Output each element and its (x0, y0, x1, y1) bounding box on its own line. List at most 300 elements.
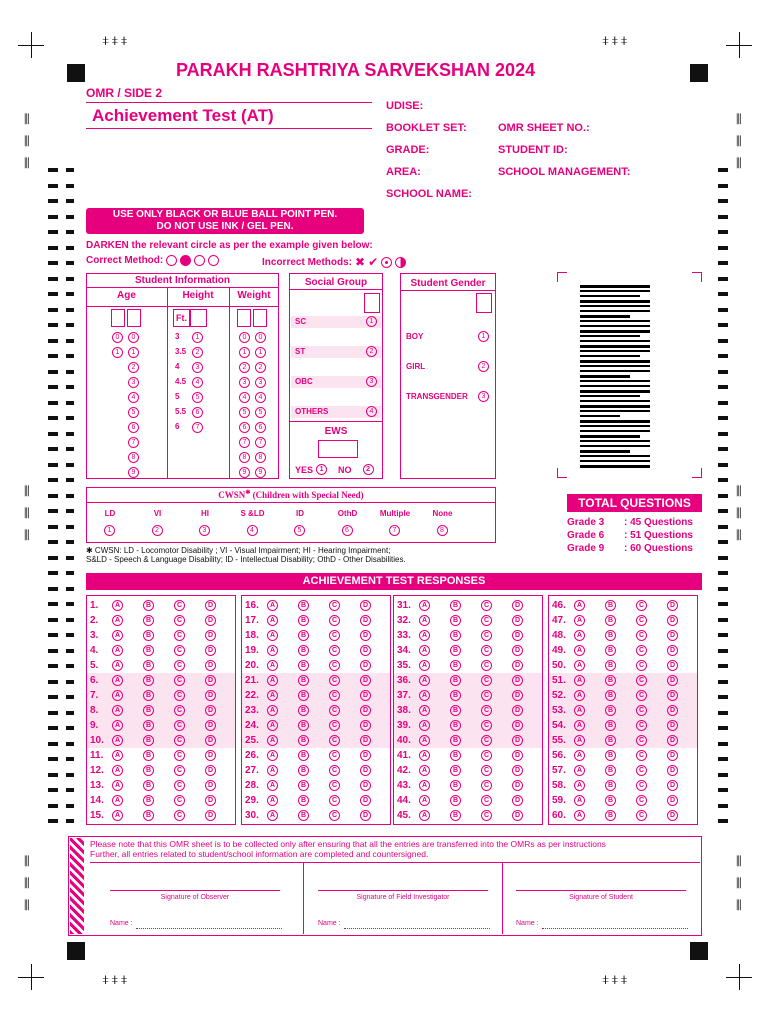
answer-bubble[interactable]: D (667, 600, 678, 611)
weight-bubble[interactable]: 1 (255, 347, 266, 358)
answer-bubble[interactable]: B (450, 645, 461, 656)
cwsn-bubble[interactable]: 8 (437, 525, 448, 536)
answer-bubble[interactable]: D (667, 690, 678, 701)
weight-bubble[interactable]: 5 (255, 407, 266, 418)
answer-bubble[interactable]: C (174, 720, 185, 731)
answer-bubble[interactable]: D (360, 795, 371, 806)
answer-bubble[interactable]: A (112, 810, 123, 821)
answer-bubble[interactable]: D (360, 765, 371, 776)
answer-bubble[interactable]: D (360, 705, 371, 716)
answer-bubble[interactable]: A (267, 705, 278, 716)
weight-bubble[interactable]: 1 (239, 347, 250, 358)
answer-bubble[interactable]: A (267, 615, 278, 626)
answer-bubble[interactable]: D (667, 750, 678, 761)
answer-bubble[interactable]: C (329, 690, 340, 701)
answer-bubble[interactable]: D (512, 780, 523, 791)
answer-bubble[interactable]: B (143, 795, 154, 806)
answer-bubble[interactable]: C (636, 660, 647, 671)
answer-bubble[interactable]: C (636, 810, 647, 821)
answer-bubble[interactable]: C (174, 660, 185, 671)
answer-bubble[interactable]: B (450, 735, 461, 746)
answer-bubble[interactable]: C (481, 720, 492, 731)
answer-bubble[interactable]: D (512, 795, 523, 806)
weight-bubble[interactable]: 6 (239, 422, 250, 433)
answer-bubble[interactable]: D (667, 735, 678, 746)
answer-bubble[interactable]: A (267, 600, 278, 611)
answer-bubble[interactable]: A (267, 645, 278, 656)
answer-bubble[interactable]: B (450, 705, 461, 716)
answer-bubble[interactable]: B (143, 720, 154, 731)
answer-bubble[interactable]: C (481, 765, 492, 776)
age-bubble[interactable]: 0 (112, 332, 123, 343)
answer-bubble[interactable]: B (298, 780, 309, 791)
cwsn-bubble[interactable]: 2 (152, 525, 163, 536)
answer-bubble[interactable]: D (667, 780, 678, 791)
answer-bubble[interactable]: C (174, 645, 185, 656)
answer-bubble[interactable]: C (329, 810, 340, 821)
answer-bubble[interactable]: C (329, 615, 340, 626)
answer-bubble[interactable]: A (419, 720, 430, 731)
answer-bubble[interactable]: C (636, 765, 647, 776)
weight-bubble[interactable]: 9 (255, 467, 266, 478)
gender-bubble[interactable]: 3 (478, 391, 489, 402)
answer-bubble[interactable]: C (481, 750, 492, 761)
answer-bubble[interactable]: D (360, 615, 371, 626)
answer-bubble[interactable]: B (298, 750, 309, 761)
answer-bubble[interactable]: B (605, 630, 616, 641)
answer-bubble[interactable]: A (112, 705, 123, 716)
answer-bubble[interactable]: A (267, 630, 278, 641)
weight-bubble[interactable]: 2 (255, 362, 266, 373)
answer-bubble[interactable]: B (605, 660, 616, 671)
answer-bubble[interactable]: A (267, 810, 278, 821)
answer-bubble[interactable]: A (112, 660, 123, 671)
answer-bubble[interactable]: B (450, 675, 461, 686)
answer-bubble[interactable]: A (112, 765, 123, 776)
answer-bubble[interactable]: C (481, 660, 492, 671)
answer-bubble[interactable]: C (174, 765, 185, 776)
answer-bubble[interactable]: D (667, 645, 678, 656)
answer-bubble[interactable]: A (419, 705, 430, 716)
answer-bubble[interactable]: D (512, 705, 523, 716)
weight-bubble[interactable]: 0 (239, 332, 250, 343)
answer-bubble[interactable]: A (267, 720, 278, 731)
answer-bubble[interactable]: A (419, 795, 430, 806)
answer-bubble[interactable]: C (329, 630, 340, 641)
answer-bubble[interactable]: A (267, 750, 278, 761)
answer-bubble[interactable]: A (574, 795, 585, 806)
answer-bubble[interactable]: C (636, 780, 647, 791)
answer-bubble[interactable]: B (605, 600, 616, 611)
answer-bubble[interactable]: B (605, 690, 616, 701)
answer-bubble[interactable]: A (112, 750, 123, 761)
answer-bubble[interactable]: D (360, 750, 371, 761)
age-bubble[interactable]: 5 (128, 407, 139, 418)
weight-bubble[interactable]: 7 (255, 437, 266, 448)
answer-bubble[interactable]: D (205, 720, 216, 731)
answer-bubble[interactable]: C (174, 780, 185, 791)
answer-bubble[interactable]: B (605, 675, 616, 686)
answer-bubble[interactable]: C (481, 600, 492, 611)
age-bubble[interactable]: 4 (128, 392, 139, 403)
answer-bubble[interactable]: B (298, 660, 309, 671)
social-group-box[interactable] (364, 293, 380, 313)
answer-bubble[interactable]: B (298, 630, 309, 641)
answer-bubble[interactable]: C (481, 735, 492, 746)
age-bubble[interactable]: 7 (128, 437, 139, 448)
answer-bubble[interactable]: B (143, 705, 154, 716)
answer-bubble[interactable]: C (329, 720, 340, 731)
answer-bubble[interactable]: B (605, 720, 616, 731)
answer-bubble[interactable]: D (205, 630, 216, 641)
answer-bubble[interactable]: A (419, 765, 430, 776)
answer-bubble[interactable]: C (174, 675, 185, 686)
answer-bubble[interactable]: D (360, 660, 371, 671)
answer-bubble[interactable]: D (667, 615, 678, 626)
answer-bubble[interactable]: C (329, 765, 340, 776)
answer-bubble[interactable]: B (298, 645, 309, 656)
answer-bubble[interactable]: A (112, 600, 123, 611)
answer-bubble[interactable]: C (174, 600, 185, 611)
answer-bubble[interactable]: D (512, 660, 523, 671)
answer-bubble[interactable]: C (174, 630, 185, 641)
answer-bubble[interactable]: D (667, 810, 678, 821)
height-bubble[interactable]: 1 (192, 332, 203, 343)
weight-bubble[interactable]: 4 (239, 392, 250, 403)
answer-bubble[interactable]: C (174, 810, 185, 821)
ews-yes-bubble[interactable]: 1 (316, 464, 327, 475)
answer-bubble[interactable]: A (574, 735, 585, 746)
answer-bubble[interactable]: A (112, 675, 123, 686)
answer-bubble[interactable]: A (267, 780, 278, 791)
answer-bubble[interactable]: C (174, 615, 185, 626)
answer-bubble[interactable]: A (267, 690, 278, 701)
answer-bubble[interactable]: D (205, 615, 216, 626)
answer-bubble[interactable]: A (574, 630, 585, 641)
answer-bubble[interactable]: B (143, 690, 154, 701)
answer-bubble[interactable]: A (419, 810, 430, 821)
answer-bubble[interactable]: B (298, 795, 309, 806)
answer-bubble[interactable]: C (636, 615, 647, 626)
answer-bubble[interactable]: D (667, 660, 678, 671)
weight-bubble[interactable]: 3 (255, 377, 266, 388)
age-bubble[interactable]: 3 (128, 377, 139, 388)
answer-bubble[interactable]: B (298, 675, 309, 686)
weight-bubble[interactable]: 3 (239, 377, 250, 388)
answer-bubble[interactable]: C (481, 645, 492, 656)
age-digit-box[interactable] (111, 309, 125, 327)
answer-bubble[interactable]: C (636, 720, 647, 731)
answer-bubble[interactable]: A (574, 780, 585, 791)
answer-bubble[interactable]: A (419, 660, 430, 671)
answer-bubble[interactable]: D (205, 750, 216, 761)
weight-bubble[interactable]: 8 (239, 452, 250, 463)
answer-bubble[interactable]: A (112, 690, 123, 701)
answer-bubble[interactable]: C (636, 600, 647, 611)
answer-bubble[interactable]: A (574, 750, 585, 761)
answer-bubble[interactable]: B (450, 765, 461, 776)
answer-bubble[interactable]: A (574, 765, 585, 776)
weight-bubble[interactable]: 4 (255, 392, 266, 403)
answer-bubble[interactable]: A (267, 765, 278, 776)
weight-bubble[interactable]: 9 (239, 467, 250, 478)
answer-bubble[interactable]: A (419, 615, 430, 626)
answer-bubble[interactable]: C (329, 675, 340, 686)
answer-bubble[interactable]: D (205, 810, 216, 821)
answer-bubble[interactable]: D (360, 675, 371, 686)
answer-bubble[interactable]: A (419, 750, 430, 761)
answer-bubble[interactable]: C (329, 705, 340, 716)
answer-bubble[interactable]: B (298, 690, 309, 701)
answer-bubble[interactable]: C (481, 630, 492, 641)
ews-no-bubble[interactable]: 2 (363, 464, 374, 475)
answer-bubble[interactable]: D (512, 630, 523, 641)
answer-bubble[interactable]: C (329, 780, 340, 791)
height-bubble[interactable]: 7 (192, 422, 203, 433)
answer-bubble[interactable]: D (205, 705, 216, 716)
answer-bubble[interactable]: A (112, 630, 123, 641)
answer-bubble[interactable]: C (174, 795, 185, 806)
answer-bubble[interactable]: B (143, 780, 154, 791)
answer-bubble[interactable]: D (360, 780, 371, 791)
answer-bubble[interactable]: C (174, 690, 185, 701)
answer-bubble[interactable]: A (112, 780, 123, 791)
answer-bubble[interactable]: D (205, 645, 216, 656)
answer-bubble[interactable]: B (450, 690, 461, 701)
answer-bubble[interactable]: A (574, 690, 585, 701)
answer-bubble[interactable]: A (112, 735, 123, 746)
answer-bubble[interactable]: B (143, 615, 154, 626)
answer-bubble[interactable]: C (636, 645, 647, 656)
answer-bubble[interactable]: B (450, 780, 461, 791)
weight-digit-box[interactable] (237, 309, 251, 327)
answer-bubble[interactable]: A (419, 645, 430, 656)
weight-bubble[interactable]: 5 (239, 407, 250, 418)
answer-bubble[interactable]: C (329, 735, 340, 746)
answer-bubble[interactable]: A (574, 615, 585, 626)
answer-bubble[interactable]: C (174, 735, 185, 746)
age-bubble[interactable]: 8 (128, 452, 139, 463)
answer-bubble[interactable]: A (419, 600, 430, 611)
answer-bubble[interactable]: D (667, 720, 678, 731)
answer-bubble[interactable]: C (329, 600, 340, 611)
answer-bubble[interactable]: D (512, 615, 523, 626)
answer-bubble[interactable]: C (329, 660, 340, 671)
answer-bubble[interactable]: B (298, 810, 309, 821)
cwsn-bubble[interactable]: 5 (294, 525, 305, 536)
answer-bubble[interactable]: D (667, 705, 678, 716)
answer-bubble[interactable]: D (667, 795, 678, 806)
name-line[interactable] (344, 928, 490, 929)
answer-bubble[interactable]: B (605, 780, 616, 791)
answer-bubble[interactable]: A (419, 630, 430, 641)
answer-bubble[interactable]: C (636, 675, 647, 686)
answer-bubble[interactable]: A (574, 675, 585, 686)
age-bubble[interactable]: 9 (128, 467, 139, 478)
social-group-bubble[interactable]: 2 (366, 346, 377, 357)
answer-bubble[interactable]: A (267, 795, 278, 806)
answer-bubble[interactable]: D (360, 630, 371, 641)
answer-bubble[interactable]: D (667, 675, 678, 686)
answer-bubble[interactable]: D (205, 780, 216, 791)
answer-bubble[interactable]: B (450, 750, 461, 761)
answer-bubble[interactable]: B (143, 735, 154, 746)
answer-bubble[interactable]: D (512, 600, 523, 611)
answer-bubble[interactable]: C (174, 705, 185, 716)
social-group-bubble[interactable]: 4 (366, 406, 377, 417)
answer-bubble[interactable]: B (143, 645, 154, 656)
answer-bubble[interactable]: D (512, 690, 523, 701)
answer-bubble[interactable]: C (636, 795, 647, 806)
answer-bubble[interactable]: D (205, 735, 216, 746)
answer-bubble[interactable]: B (450, 810, 461, 821)
height-bubble[interactable]: 2 (192, 347, 203, 358)
weight-bubble[interactable]: 7 (239, 437, 250, 448)
answer-bubble[interactable]: D (360, 810, 371, 821)
answer-bubble[interactable]: A (267, 735, 278, 746)
cwsn-bubble[interactable]: 1 (104, 525, 115, 536)
answer-bubble[interactable]: D (512, 645, 523, 656)
weight-digit-box[interactable] (253, 309, 267, 327)
answer-bubble[interactable]: C (329, 645, 340, 656)
answer-bubble[interactable]: B (143, 630, 154, 641)
answer-bubble[interactable]: B (450, 660, 461, 671)
answer-bubble[interactable]: B (450, 630, 461, 641)
answer-bubble[interactable]: D (205, 675, 216, 686)
height-bubble[interactable]: 6 (192, 407, 203, 418)
answer-bubble[interactable]: A (574, 645, 585, 656)
answer-bubble[interactable]: C (481, 780, 492, 791)
answer-bubble[interactable]: B (143, 660, 154, 671)
age-bubble[interactable]: 6 (128, 422, 139, 433)
answer-bubble[interactable]: D (512, 675, 523, 686)
answer-bubble[interactable]: D (205, 600, 216, 611)
answer-bubble[interactable]: A (112, 795, 123, 806)
answer-bubble[interactable]: B (605, 615, 616, 626)
social-group-bubble[interactable]: 1 (366, 316, 377, 327)
age-bubble[interactable]: 2 (128, 362, 139, 373)
answer-bubble[interactable]: B (605, 705, 616, 716)
answer-bubble[interactable]: C (481, 705, 492, 716)
answer-bubble[interactable]: D (360, 720, 371, 731)
height-bubble[interactable]: 5 (192, 392, 203, 403)
answer-bubble[interactable]: B (605, 735, 616, 746)
answer-bubble[interactable]: D (512, 750, 523, 761)
answer-bubble[interactable]: A (574, 705, 585, 716)
gender-bubble[interactable]: 1 (478, 331, 489, 342)
answer-bubble[interactable]: B (298, 765, 309, 776)
answer-bubble[interactable]: C (481, 795, 492, 806)
answer-bubble[interactable]: B (298, 705, 309, 716)
answer-bubble[interactable]: C (329, 750, 340, 761)
answer-bubble[interactable]: C (481, 810, 492, 821)
answer-bubble[interactable]: B (450, 615, 461, 626)
gender-box[interactable] (476, 293, 492, 313)
answer-bubble[interactable]: B (143, 750, 154, 761)
age-bubble[interactable]: 0 (128, 332, 139, 343)
answer-bubble[interactable]: B (143, 600, 154, 611)
social-group-bubble[interactable]: 3 (366, 376, 377, 387)
answer-bubble[interactable]: A (419, 690, 430, 701)
answer-bubble[interactable]: B (298, 600, 309, 611)
answer-bubble[interactable]: A (112, 615, 123, 626)
answer-bubble[interactable]: C (481, 615, 492, 626)
answer-bubble[interactable]: B (143, 765, 154, 776)
answer-bubble[interactable]: B (605, 795, 616, 806)
answer-bubble[interactable]: A (267, 660, 278, 671)
age-bubble[interactable]: 1 (112, 347, 123, 358)
answer-bubble[interactable]: B (298, 615, 309, 626)
name-line[interactable] (136, 928, 282, 929)
answer-bubble[interactable]: A (574, 660, 585, 671)
answer-bubble[interactable]: B (605, 750, 616, 761)
answer-bubble[interactable]: B (298, 735, 309, 746)
weight-bubble[interactable]: 0 (255, 332, 266, 343)
answer-bubble[interactable]: C (636, 630, 647, 641)
cwsn-bubble[interactable]: 7 (389, 525, 400, 536)
answer-bubble[interactable]: C (329, 795, 340, 806)
answer-bubble[interactable]: B (605, 765, 616, 776)
answer-bubble[interactable]: A (419, 675, 430, 686)
answer-bubble[interactable]: D (360, 600, 371, 611)
answer-bubble[interactable]: D (360, 735, 371, 746)
answer-bubble[interactable]: D (360, 690, 371, 701)
age-bubble[interactable]: 1 (128, 347, 139, 358)
cwsn-bubble[interactable]: 4 (247, 525, 258, 536)
name-line[interactable] (542, 928, 688, 929)
answer-bubble[interactable]: B (450, 795, 461, 806)
answer-bubble[interactable]: A (267, 675, 278, 686)
age-digit-box[interactable] (127, 309, 141, 327)
answer-bubble[interactable]: D (205, 690, 216, 701)
answer-bubble[interactable]: D (667, 630, 678, 641)
answer-bubble[interactable]: B (143, 675, 154, 686)
gender-bubble[interactable]: 2 (478, 361, 489, 372)
cwsn-bubble[interactable]: 6 (342, 525, 353, 536)
answer-bubble[interactable]: C (636, 690, 647, 701)
height-bubble[interactable]: 3 (192, 362, 203, 373)
answer-bubble[interactable]: A (419, 780, 430, 791)
answer-bubble[interactable]: B (450, 720, 461, 731)
answer-bubble[interactable]: C (636, 705, 647, 716)
answer-bubble[interactable]: C (636, 750, 647, 761)
answer-bubble[interactable]: C (481, 690, 492, 701)
answer-bubble[interactable]: D (667, 765, 678, 776)
answer-bubble[interactable]: B (298, 720, 309, 731)
weight-bubble[interactable]: 6 (255, 422, 266, 433)
answer-bubble[interactable]: D (512, 765, 523, 776)
answer-bubble[interactable]: D (512, 810, 523, 821)
answer-bubble[interactable]: C (636, 735, 647, 746)
answer-bubble[interactable]: A (419, 735, 430, 746)
answer-bubble[interactable]: B (143, 810, 154, 821)
answer-bubble[interactable]: D (360, 645, 371, 656)
answer-bubble[interactable]: D (205, 795, 216, 806)
answer-bubble[interactable]: B (605, 645, 616, 656)
answer-bubble[interactable]: A (574, 720, 585, 731)
answer-bubble[interactable]: C (481, 675, 492, 686)
answer-bubble[interactable]: C (174, 750, 185, 761)
cwsn-bubble[interactable]: 3 (199, 525, 210, 536)
answer-bubble[interactable]: A (574, 810, 585, 821)
height-bubble[interactable]: 4 (192, 377, 203, 388)
ews-box[interactable] (318, 440, 358, 458)
answer-bubble[interactable]: A (574, 600, 585, 611)
answer-bubble[interactable]: B (450, 600, 461, 611)
weight-bubble[interactable]: 8 (255, 452, 266, 463)
answer-bubble[interactable]: A (112, 645, 123, 656)
answer-bubble[interactable]: A (112, 720, 123, 731)
